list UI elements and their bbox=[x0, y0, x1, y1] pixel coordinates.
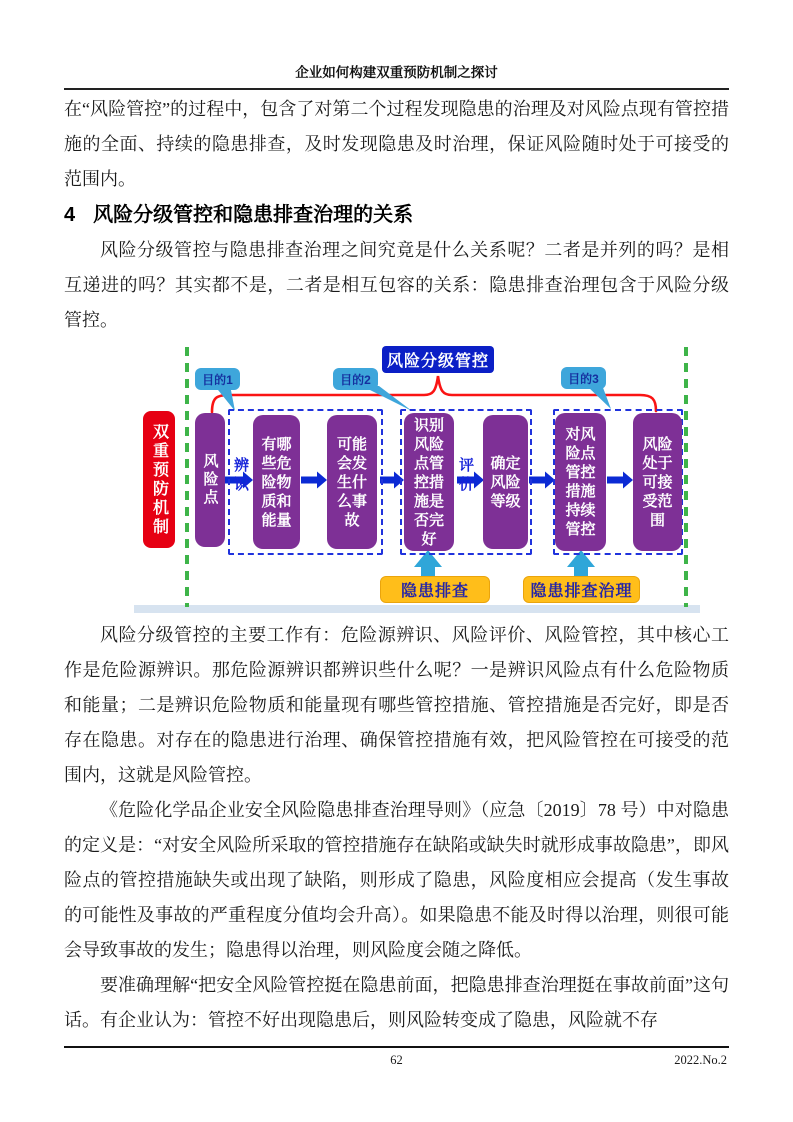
purpose-2-callout: 目的2 bbox=[333, 368, 378, 390]
footer-row bbox=[64, 1053, 729, 1071]
edge-label-evaluate: 评价 bbox=[457, 457, 474, 495]
flow-box-possible-accidents: 可能会发生什么事故 bbox=[327, 415, 377, 549]
risk-grading-control-label bbox=[382, 346, 494, 373]
section-heading bbox=[64, 197, 729, 233]
flow-arrow-5 bbox=[529, 472, 555, 489]
paragraph-5: 要准确理解“把安全风险管控挺在隐患前面，把隐患排查治理挺在事故前面”这句话。有企业认为：管控不好出现隐患后，则风险转变成了隐患，风险就不存 bbox=[64, 975, 729, 1030]
hazard-check-treatment-label: 隐患排查治理 bbox=[523, 576, 640, 603]
risk-control-flow-diagram bbox=[64, 341, 729, 613]
edge-label-identify: 辨识 bbox=[232, 457, 249, 495]
page-footer bbox=[64, 1046, 729, 1071]
section-title: 风险分级管控和隐患排查治理的关系 bbox=[93, 204, 414, 226]
hazard-check-label: 隐患排查 bbox=[380, 576, 490, 603]
paragraph-4: 《危险化学品企业安全风险隐患排查治理导则》（应急〔2019〕78 号）中对隐患的定义是：“对安全风险所采取的管控措施存在缺陷或缺失时就形成事故隐患”，即风险点的管控措施缺失或出现了缺陷，则形成了隐患，风险度相应会提高（发生事故的可能性及事故的严重程度分值均会升高）。如果隐患不能及时得以治理，则很可能会导致事故的发生；隐患得以治理，则风险度会随之降低。 bbox=[64, 800, 729, 960]
section-number: 4 bbox=[64, 204, 76, 226]
flow-box-identify-control-measures: 识别风险点管控措施是否完好 bbox=[404, 413, 454, 551]
dual-prevention-side-label bbox=[143, 411, 175, 548]
page-content bbox=[64, 62, 729, 1038]
diagram-bottom-band bbox=[134, 605, 700, 613]
flow-box-acceptable-risk: 风险处于可接受范围 bbox=[633, 413, 682, 551]
page-number: 62 bbox=[390, 1053, 403, 1067]
paragraph-3: 风险分级管控的主要工作有：危险源辨识、风险评价、风险管控，其中核心工作是危险源辨识。那危险源辨识都辨识些什么呢？一是辨识风险点有什么危险物质和能量；二是辨识危险物质和能量现有哪些管控措施、管控措施是否完好，即是否存在隐患。对存在的隐患进行治理、确保管控措施有效，把风险管控在可接受的范围内，这就是风险管控。 bbox=[64, 625, 729, 785]
flow-box-continuous-control: 对风险点管控措施持续管控 bbox=[555, 413, 606, 551]
page-header bbox=[64, 62, 729, 90]
running-title: 企业如何构建双重预防机制之探讨 bbox=[295, 65, 498, 80]
purpose-1-callout: 目的1 bbox=[195, 368, 240, 390]
paragraph-2: 风险分级管控与隐患排查治理之间究竟是什么关系呢？二者是并列的吗？是相互递进的吗？其实都不是，二者是相互包容的关系：隐患排查治理包含于风险分级管控。 bbox=[64, 240, 729, 330]
side-label-text: 双重预防机制 bbox=[150, 422, 168, 537]
flow-box-determine-risk-level: 确定风险等级 bbox=[483, 415, 528, 549]
purpose-3-callout: 目的3 bbox=[561, 367, 606, 389]
paragraph-1: 在“风险管控”的过程中，包含了对第二个过程发现隐患的治理及对风险点现有管控措施的全面、持续的隐患排查，及时发现隐患及时治理，保证风险随时处于可接受的范围内。 bbox=[64, 99, 729, 189]
issue-number: 2022.No.2 bbox=[674, 1053, 727, 1067]
flow-box-hazard-substances: 有哪些危险物质和能量 bbox=[253, 415, 300, 549]
top-label-text: 风险分级管控 bbox=[386, 353, 489, 370]
flow-box-risk-point: 风险点 bbox=[195, 413, 225, 547]
